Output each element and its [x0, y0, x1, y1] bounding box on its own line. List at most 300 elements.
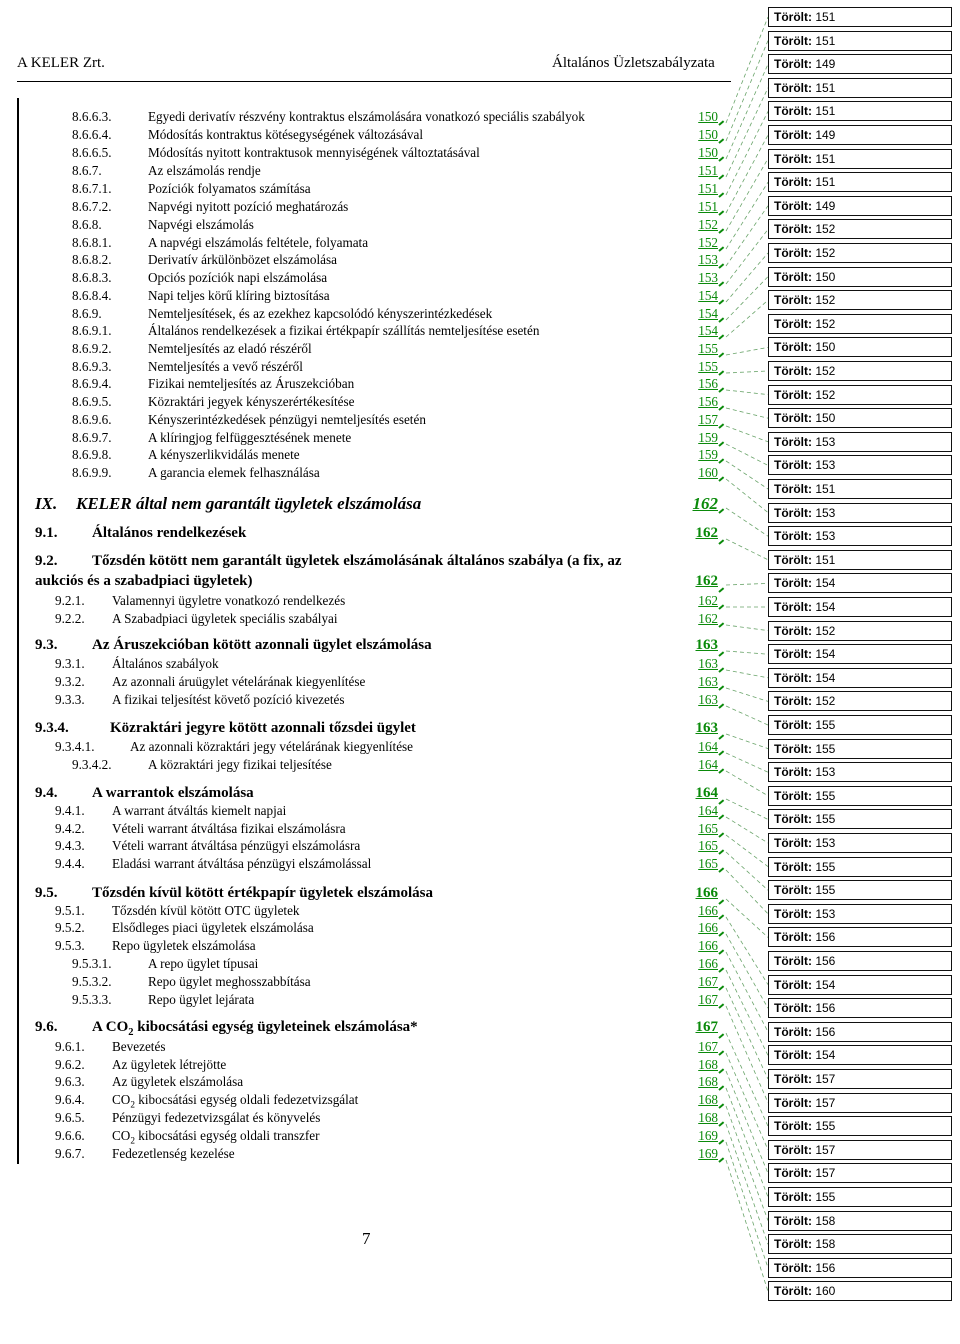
toc-page-link[interactable]: 156	[698, 376, 718, 391]
revision-note-value: 158	[812, 1213, 836, 1228]
revision-note-label: Törölt:	[774, 1166, 812, 1181]
revision-note[interactable]	[768, 78, 952, 98]
toc-entry-title	[148, 199, 348, 215]
revision-note-value: 154	[812, 647, 836, 662]
insertion-mark	[718, 604, 724, 609]
revision-note[interactable]	[768, 1187, 952, 1207]
revision-note[interactable]	[768, 503, 952, 523]
revision-note-label: Törölt:	[774, 340, 812, 355]
toc-entry-title	[130, 739, 413, 755]
toc-entry-number: 8.6.9.3.	[72, 359, 112, 374]
toc-entry-title-text: Általános rendelkezések	[92, 525, 247, 541]
insertion-mark	[718, 1068, 724, 1073]
revision-note[interactable]	[768, 101, 952, 121]
toc-entry-title-text: Közraktári jegyek kényszerértékesítése	[148, 394, 355, 409]
revision-note-label: Törölt:	[774, 647, 812, 662]
revision-note-value: 154	[812, 600, 836, 614]
toc-entry-title-text: Pozíciók folyamatos számítása	[148, 181, 311, 196]
toc-entry-title	[148, 235, 368, 251]
toc-entry-number: 8.6.7.1.	[72, 181, 112, 196]
revision-note[interactable]	[768, 597, 952, 617]
toc-entry-title	[148, 181, 311, 197]
toc-entry-title-text: A közraktári jegy fizikai teljesítése	[148, 757, 332, 772]
revision-note[interactable]	[768, 479, 952, 499]
toc-entry-number: 9.5.	[35, 885, 58, 901]
toc-entry-title	[92, 637, 432, 654]
toc-page-link[interactable]: 162	[695, 525, 718, 541]
insertion-mark	[718, 750, 724, 755]
toc-entry-title	[92, 785, 254, 802]
revision-note-value: 160	[812, 1284, 836, 1299]
toc-page-link[interactable]: 169	[698, 1128, 718, 1143]
insertion-mark	[718, 832, 724, 837]
toc-page-link[interactable]: 159	[698, 447, 718, 462]
toc-entry-title-text: Módosítás nyitott kontraktusok mennyiségének változtatásával	[148, 145, 480, 160]
toc-page-link[interactable]: 166	[695, 885, 718, 901]
toc-entry-subscript: 2	[128, 1027, 134, 1038]
toc-page-link[interactable]: 164	[698, 757, 718, 772]
toc-entry-number: IX.	[35, 494, 58, 513]
revision-note-label: Törölt:	[774, 788, 812, 803]
toc-page-link[interactable]: 167	[698, 1039, 718, 1054]
toc-page-link[interactable]: 151	[698, 163, 718, 178]
revision-note[interactable]	[768, 739, 952, 759]
toc-page-link[interactable]: 153	[698, 252, 718, 267]
insertion-mark	[718, 120, 724, 125]
revision-note-value: 156	[812, 1024, 836, 1039]
revision-note-label: Törölt:	[774, 458, 812, 473]
toc-entry-number: 9.5.3.2.	[72, 974, 112, 989]
toc-page-link[interactable]: 154	[698, 288, 718, 303]
toc-entry-number: 9.5.3.3.	[72, 992, 112, 1007]
toc-page-link[interactable]: 162	[695, 573, 718, 589]
toc-page-link[interactable]: 151	[698, 181, 718, 196]
toc-entry-number: 9.4.3.	[55, 838, 85, 853]
toc-entry-number: 8.6.9.4.	[72, 376, 112, 391]
revision-note[interactable]	[768, 196, 952, 216]
insertion-mark	[718, 441, 724, 446]
toc-page-link[interactable]: 165	[698, 838, 718, 853]
revision-note[interactable]	[768, 573, 952, 593]
toc-entry-title	[148, 757, 332, 773]
toc-entry-title-text: A klíringjog felfüggesztésének menete	[148, 430, 352, 445]
toc-page-link[interactable]: 163	[698, 656, 718, 671]
revision-note-value: 151	[812, 10, 836, 24]
toc-entry-number: 9.2.2.	[55, 611, 85, 626]
revision-note[interactable]	[768, 857, 952, 877]
insertion-mark	[718, 685, 724, 690]
toc-entry-number: 9.3.4.2.	[72, 757, 112, 772]
toc-entry-title	[148, 447, 300, 463]
revision-note[interactable]	[768, 1258, 952, 1278]
toc-page-link[interactable]: 166	[698, 956, 718, 971]
toc-entry-number: 9.4.1.	[55, 803, 85, 818]
toc-entry-title-text: Vételi warrant átváltása fizikai elszámolásra	[112, 821, 346, 836]
toc-page-link[interactable]: 153	[698, 270, 718, 285]
toc-entry-title	[112, 903, 300, 919]
toc-page-link[interactable]: 152	[698, 217, 718, 232]
toc-entry-title-text: Nemteljesítések, és az ezekhez kapcsolódó kényszerintézkedések	[148, 306, 493, 321]
insertion-mark	[718, 622, 724, 627]
revision-note-value: 152	[812, 293, 836, 308]
toc-page-link[interactable]: 163	[695, 637, 718, 653]
revision-note-value: 152	[812, 387, 836, 402]
toc-entry-number: 8.6.8.1.	[72, 235, 112, 250]
toc-entry-number: 8.6.6.3.	[72, 109, 112, 124]
insertion-mark	[718, 370, 724, 375]
revision-note[interactable]	[768, 833, 952, 853]
toc-entry-number: 8.6.9.1.	[72, 323, 112, 338]
toc-page-link[interactable]: 160	[698, 465, 718, 480]
revision-note-label: Törölt:	[774, 1048, 812, 1063]
toc-entry-subscript: 2	[130, 1099, 135, 1110]
insertion-mark	[718, 476, 724, 481]
revision-note[interactable]	[768, 149, 952, 169]
toc-entry-title-text: A garancia elemek felhasználása	[148, 465, 320, 480]
toc-page-link[interactable]: 152	[698, 235, 718, 250]
revision-note[interactable]	[768, 1045, 952, 1065]
toc-entry-number: 9.6.2.	[55, 1057, 85, 1072]
revision-note[interactable]	[768, 691, 952, 711]
toc-page-link[interactable]: 163	[698, 692, 718, 707]
revision-note-label: Törölt:	[774, 859, 812, 874]
revision-note[interactable]	[768, 290, 952, 310]
toc-page-link[interactable]: 168	[698, 1092, 718, 1107]
toc-entry-title	[76, 494, 421, 514]
toc-page-link[interactable]: 166	[698, 920, 718, 935]
toc-page-link[interactable]: 154	[698, 306, 718, 321]
revision-note[interactable]	[768, 219, 952, 239]
revision-note-label: Törölt:	[774, 529, 812, 544]
revision-note-label: Törölt:	[774, 1213, 812, 1228]
toc-entry-title-text: Fizikai nemteljesítés az Áruszekcióban	[148, 376, 355, 391]
revision-note-value: 155	[812, 812, 836, 827]
insertion-mark	[718, 768, 724, 773]
revision-note-value: 155	[812, 1119, 836, 1134]
revision-note-value: 154	[812, 576, 836, 591]
toc-page-link[interactable]: 165	[698, 856, 718, 871]
toc-entry-number: 8.6.9.	[72, 306, 102, 321]
toc-entry-title-text: Kényszerintézkedések pénzügyi nemteljesítés esetén	[148, 412, 426, 427]
toc-page-link[interactable]: 164	[695, 785, 718, 801]
revision-note[interactable]	[768, 125, 952, 145]
revision-note-label: Törölt:	[774, 293, 812, 308]
toc-page-link[interactable]: 167	[695, 1019, 718, 1035]
toc-page-link[interactable]: 167	[698, 992, 718, 1007]
insertion-mark	[718, 405, 724, 410]
toc-page-link[interactable]: 162	[698, 593, 718, 608]
toc-entry-title	[112, 1039, 165, 1055]
toc-page-link[interactable]: 162	[692, 494, 718, 513]
toc-entry-title-text: Módosítás kontraktus kötésegységének változásával	[148, 127, 424, 142]
toc-entry-title-rest: kibocsátási egység oldali fedezetvizsgálat	[134, 1092, 359, 1107]
insertion-mark	[718, 1003, 724, 1008]
revision-note-value: 151	[812, 33, 836, 48]
toc-page-link[interactable]: 162	[698, 611, 718, 626]
toc-entry-title	[92, 1019, 418, 1038]
toc-entry-number: 8.6.9.9.	[72, 465, 112, 480]
revision-note-value: 154	[812, 670, 836, 685]
revision-note[interactable]	[768, 762, 952, 782]
revision-note[interactable]	[768, 880, 952, 900]
toc-entry-number: 9.3.1.	[55, 656, 85, 671]
toc-entry-number: 8.6.9.8.	[72, 447, 112, 462]
revision-note-value: 157	[812, 1142, 836, 1157]
toc-entry-title-text: CO	[112, 1128, 131, 1143]
insertion-mark	[718, 539, 724, 544]
toc-page-link[interactable]: 150	[698, 145, 718, 160]
revision-note[interactable]	[768, 786, 952, 806]
revision-note[interactable]	[768, 1234, 952, 1254]
toc-page-link[interactable]: 169	[698, 1146, 718, 1161]
toc-entry-title-text: Tőzsdén kötött nem garantált ügyletek elszámolásának általános szabálya (a fix, az	[92, 553, 622, 569]
revision-note[interactable]	[768, 7, 952, 27]
toc-entry-title	[112, 938, 256, 954]
toc-entry-number: 9.3.4.	[35, 720, 69, 736]
revision-note-label: Törölt:	[774, 198, 812, 213]
toc-entry-title-text: Egyedi derivatív részvény kontraktus elszámolására vonatkozó speciális szabályok	[148, 109, 585, 124]
revision-note-value: 153	[812, 458, 836, 473]
toc-entry-number: 9.4.4.	[55, 856, 85, 871]
revision-note[interactable]	[768, 314, 952, 334]
insertion-mark	[718, 174, 724, 179]
revision-note-value: 154	[812, 1048, 836, 1063]
toc-entry-number: 8.6.8.2.	[72, 252, 112, 267]
revision-note-label: Törölt:	[774, 1072, 812, 1086]
revision-note[interactable]	[768, 1211, 952, 1231]
revision-note[interactable]	[768, 715, 952, 735]
revision-note-value: 154	[812, 977, 836, 992]
revision-note-value: 149	[812, 57, 836, 72]
toc-entry-subscript: 2	[130, 1135, 135, 1146]
toc-entry-title	[148, 956, 258, 972]
revision-note-value: 153	[812, 505, 836, 520]
toc-entry-title	[112, 674, 365, 690]
revision-note-label: Törölt:	[774, 600, 812, 614]
insertion-mark	[718, 334, 724, 339]
toc-page-link[interactable]: 150	[698, 127, 718, 142]
toc-entry-title-text: Tőzsdén kívül kötött OTC ügyletek	[112, 903, 300, 918]
insertion-mark	[718, 1139, 724, 1144]
toc-page-link[interactable]: 164	[698, 739, 718, 754]
revision-note-value: 149	[812, 128, 836, 142]
toc-entry-title-text: Fedezetlenség kezelése	[112, 1146, 235, 1161]
toc-entry-title	[148, 109, 585, 125]
revision-note[interactable]	[768, 455, 952, 475]
toc-page-link[interactable]: 165	[698, 821, 718, 836]
revision-note[interactable]	[768, 432, 952, 452]
revision-note[interactable]	[768, 1069, 952, 1089]
insertion-mark	[718, 931, 724, 936]
revision-note-value: 153	[812, 906, 836, 921]
toc-entry-number: 9.5.1.	[55, 903, 85, 918]
toc-entry-title	[112, 838, 360, 854]
revision-note[interactable]	[768, 526, 952, 546]
revision-note-label: Törölt:	[774, 741, 812, 756]
revision-note[interactable]	[768, 172, 952, 192]
revision-note[interactable]	[768, 904, 952, 924]
toc-entry-title	[112, 692, 345, 708]
toc-entry-number: 9.6.4.	[55, 1092, 85, 1107]
revision-note[interactable]	[768, 385, 952, 405]
revision-note[interactable]	[768, 337, 952, 357]
insertion-mark	[718, 228, 724, 233]
revision-note-value: 155	[812, 859, 836, 874]
toc-entry-title-text: Az azonnali áruügylet vételárának kiegyenlítése	[112, 674, 366, 689]
toc-entry-title	[112, 1146, 235, 1162]
insertion-mark	[718, 703, 724, 708]
toc-entry-title	[112, 920, 314, 936]
toc-entry-title	[112, 1074, 243, 1090]
revision-note[interactable]	[768, 361, 952, 381]
toc-entry-title-text: Közraktári jegyre kötött azonnali tőzsdei ügylet	[110, 720, 416, 736]
toc-entry-title-text: Napvégi nyitott pozíció meghatározás	[148, 199, 349, 214]
toc-entry-title	[148, 306, 492, 322]
insertion-mark	[718, 299, 724, 304]
toc-entry-number: 9.6.3.	[55, 1074, 85, 1089]
toc-entry-title	[112, 1057, 226, 1073]
revision-note[interactable]	[768, 550, 952, 570]
toc-entry-title-text: A kényszerlikvidálás menete	[148, 447, 300, 462]
insertion-mark	[718, 849, 724, 854]
revision-note[interactable]	[768, 1116, 952, 1136]
toc-entry-title	[148, 145, 480, 161]
toc-page-link[interactable]: 163	[695, 720, 718, 736]
insertion-mark	[718, 1121, 724, 1126]
toc-entry-number: 9.6.	[35, 1019, 58, 1035]
toc-entry-title	[112, 856, 371, 872]
toc-page-link[interactable]: 167	[698, 974, 718, 989]
insertion-mark	[718, 1103, 724, 1108]
revision-note-label: Törölt:	[774, 411, 812, 426]
toc-entry-title	[110, 720, 416, 737]
revision-note[interactable]	[768, 1281, 952, 1301]
toc-entry-title-text: Nemteljesítés a vevő részéről	[148, 359, 303, 374]
toc-entry-title-text: Az Áruszekcióban kötött azonnali ügylet elszámolása	[92, 637, 432, 653]
revision-note-value: 152	[812, 246, 836, 260]
revision-note-label: Törölt:	[774, 222, 812, 237]
revision-note[interactable]	[768, 1163, 952, 1183]
revision-note[interactable]	[768, 1140, 952, 1160]
toc-entry-number: 8.6.9.5.	[72, 394, 112, 409]
toc-entry-title	[148, 394, 355, 410]
revision-note[interactable]	[768, 668, 952, 688]
toc-page-link[interactable]: 166	[698, 903, 718, 918]
revision-note[interactable]	[768, 621, 952, 641]
toc-entry-title	[148, 217, 254, 233]
toc-entry-title-text: Napvégi elszámolás	[148, 217, 254, 232]
revision-note[interactable]	[768, 1093, 952, 1113]
toc-entry-title-text: Repo ügylet lejárata	[148, 992, 255, 1007]
toc-page-link[interactable]: 151	[698, 199, 718, 214]
revision-note[interactable]	[768, 267, 952, 287]
toc-entry-number: 9.2.	[35, 553, 58, 569]
revision-note-value: 150	[812, 269, 836, 284]
revision-note-label: Törölt:	[774, 246, 812, 260]
toc-entry-number: 8.6.9.6.	[72, 412, 112, 427]
toc-entry-title	[148, 252, 337, 268]
insertion-mark	[718, 734, 724, 739]
revision-note-value: 155	[812, 788, 836, 803]
revision-note-label: Törölt:	[774, 1190, 812, 1204]
toc-entry-title-text: Az ügyletek létrejötte	[112, 1057, 227, 1072]
toc-entry-title	[112, 611, 338, 627]
revision-note-value: 152	[812, 364, 836, 378]
toc-entry-title	[112, 1128, 320, 1146]
revision-note-label: Törölt:	[774, 1260, 812, 1275]
toc-entry-title-text: KELER által nem garantált ügyletek elszámolása	[76, 494, 422, 513]
insertion-mark	[718, 651, 724, 656]
toc-page-link[interactable]: 168	[698, 1057, 718, 1072]
toc-entry-title-text: Derivatív árkülönbözet elszámolása	[148, 252, 337, 267]
toc-page-link[interactable]: 159	[698, 430, 718, 445]
revision-note[interactable]	[768, 54, 952, 74]
toc-entry-title	[148, 412, 426, 428]
toc-page-link[interactable]: 150	[698, 109, 718, 124]
revision-note[interactable]	[768, 31, 952, 51]
toc-page-link[interactable]: 164	[698, 803, 718, 818]
revision-margin	[768, 0, 960, 1344]
toc-page-link[interactable]: 168	[698, 1074, 718, 1089]
toc-page-link[interactable]: 155	[698, 341, 718, 356]
revision-note[interactable]	[768, 951, 952, 971]
toc-entry-title-text: Az azonnali közraktári jegy vételárának kiegyenlítése	[130, 739, 414, 754]
toc-page-link[interactable]: 168	[698, 1110, 718, 1125]
revision-note-value: 151	[812, 175, 836, 190]
toc-entry-title	[148, 163, 261, 179]
revision-note[interactable]	[768, 998, 952, 1018]
toc-page-link[interactable]: 155	[698, 359, 718, 374]
revision-note[interactable]	[768, 243, 952, 263]
revision-note[interactable]	[768, 975, 952, 995]
insertion-mark	[718, 814, 724, 819]
header-company: A KELER Zrt.	[17, 55, 105, 71]
revision-note-value: 153	[812, 836, 836, 850]
revision-note-label: Törölt:	[774, 883, 812, 898]
revision-note[interactable]	[768, 644, 952, 664]
revision-note-label: Törölt:	[774, 1284, 812, 1299]
revision-note[interactable]	[768, 1022, 952, 1042]
revision-note-value: 151	[812, 482, 836, 496]
toc-page-link[interactable]: 163	[698, 674, 718, 689]
revision-note-value: 156	[812, 930, 836, 945]
insertion-mark	[718, 138, 724, 143]
toc-entry-number: 9.4.2.	[55, 821, 85, 836]
toc-page-link[interactable]: 157	[698, 412, 718, 427]
toc-page-link[interactable]: 154	[698, 323, 718, 338]
toc-entry-title	[148, 127, 423, 143]
insertion-mark	[718, 458, 724, 463]
insertion-mark	[718, 281, 724, 286]
toc-entry-title-text: Napi teljes körű klíring biztosítása	[148, 288, 330, 303]
insertion-mark	[718, 867, 724, 872]
revision-note-label: Törölt:	[774, 316, 812, 331]
toc-entry-title	[112, 593, 345, 609]
revision-note-value: 152	[812, 623, 836, 638]
revision-note[interactable]	[768, 809, 952, 829]
revision-note-label: Törölt:	[774, 552, 812, 567]
toc-entry-title-text: Bevezetés	[112, 1039, 166, 1054]
toc-page-link[interactable]: 156	[698, 394, 718, 409]
toc-page-link[interactable]: 166	[698, 938, 718, 953]
revision-note[interactable]	[768, 408, 952, 428]
revision-note-value: 157	[812, 1072, 836, 1086]
revision-note-value: 151	[812, 104, 836, 119]
toc-entry-title-text: Nemteljesítés az eladó részéről	[148, 341, 312, 356]
revision-note-value: 153	[812, 529, 836, 544]
toc-entry-title-text: Az ügyletek elszámolása	[112, 1074, 244, 1089]
revision-note[interactable]	[768, 927, 952, 947]
